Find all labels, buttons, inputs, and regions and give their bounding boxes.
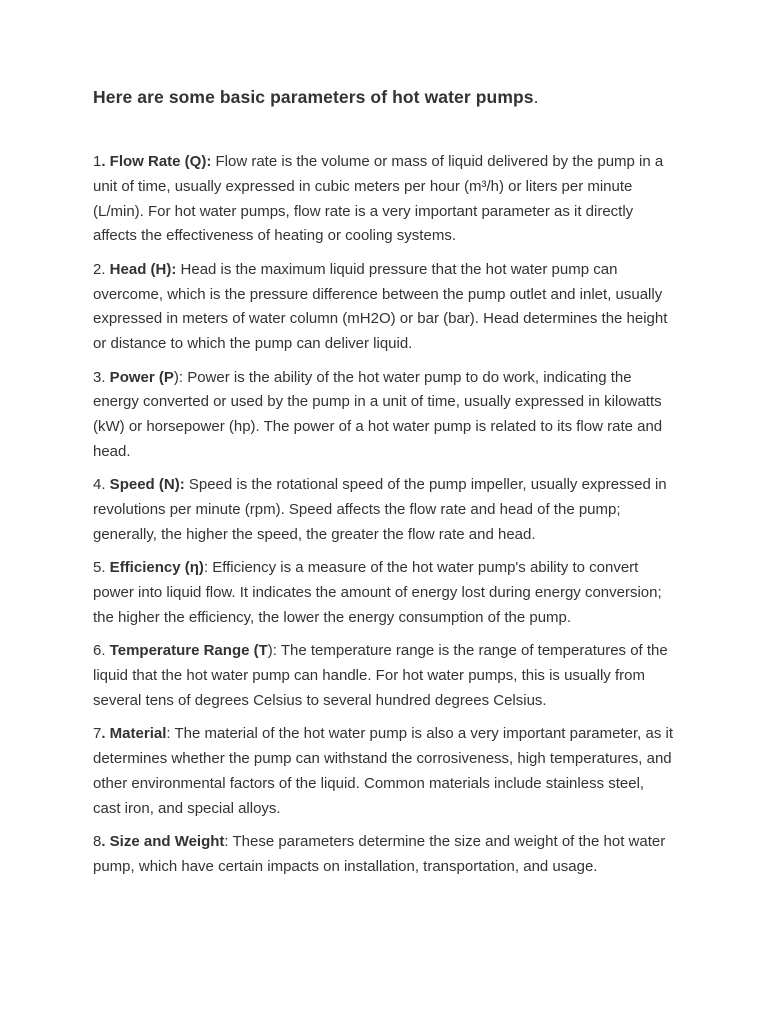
document-page (93, 84, 675, 888)
item-name: . Flow Rate (Q): (101, 153, 212, 170)
item-name: . Material (101, 725, 167, 743)
item-description: : The material of the hot water pump is also a very important parameter, as it determines whether the pump can withstand the corrosiveness, high temperatures, and other environmental factors of the liquid. Common materials include stainless steel, cast iron, and special alloys. (93, 725, 673, 817)
item-name: Power (P (105, 368, 174, 386)
item-number: 2. (93, 260, 106, 278)
parameter-item-flow-rate (93, 150, 675, 249)
item-description: : Efficiency is a measure of the hot water pump's ability to convert power into liquid flow. It indicates the amount of energy lost during energy conversion; the higher the efficiency, the lower the energy consumption of the pump. (93, 559, 662, 626)
parameter-item-efficiency (93, 556, 675, 630)
item-name-suffix: ) (173, 368, 179, 386)
item-description: : The temperature range is the range of temperatures of the liquid that the hot water pump can handle. For hot water pumps, this is usually from several tens of degrees Celsius to several hundred degrees Celsius. (93, 642, 668, 709)
item-description: : These parameters determine the size and weight of the hot water pump, which have certain impacts on installation, transportation, and usage. (93, 833, 666, 875)
item-number: 1 (93, 153, 102, 170)
parameter-item-size-and-weight (93, 830, 675, 880)
item-name: Speed (N): (105, 476, 185, 494)
parameter-item-temperature-range (93, 639, 675, 713)
title-text: Here are some basic parameters of hot water pumps (93, 87, 534, 107)
item-description: Head is the maximum liquid pressure that the hot water pump can overcome, which is the pressure difference between the pump outlet and inlet, usually expressed in meters of water column (mH2O) or bar (bar). Head determines the height or distance to which the pump can deliver liquid. (93, 260, 668, 353)
item-name: . Size and Weight (101, 833, 225, 851)
parameter-item-power (93, 366, 675, 465)
item-description: Flow rate is the volume or mass of liquid delivered by the pump in a unit of time, usually expressed in cubic meters per hour (m³/h) or liters per minute (L/min). For hot water pumps, flow rate is a very important parameter as it directly affects the effectiveness of heating or cooling systems. (93, 153, 664, 245)
title-period: . (533, 87, 539, 107)
parameter-item-material (93, 722, 675, 821)
item-name-suffix: ) (267, 642, 273, 660)
document-title (93, 84, 675, 110)
parameter-list (93, 150, 675, 880)
item-description: Speed is the rotational speed of the pump impeller, usually expressed in revolutions per minute (rpm). Speed affects the flow rate and head of the pump; generally, the higher the speed, the greater the flow rate and head. (93, 476, 667, 543)
item-name: Head (H): (105, 260, 177, 278)
item-description: : Power is the ability of the hot water pump to do work, indicating the energy converted or used by the pump in a unit of time, usually expressed in kilowatts (kW) or horsepower (hp). The power of a hot water pump is related to its flow rate and head. (93, 368, 663, 460)
item-number: 5. (93, 559, 106, 577)
item-number: 4. (93, 476, 106, 494)
item-number: 7 (93, 725, 102, 743)
item-name: Efficiency (η) (105, 559, 204, 577)
item-number: 3. (93, 368, 106, 386)
item-name: Temperature Range (T (105, 642, 268, 660)
parameter-item-head (93, 258, 675, 357)
parameter-item-speed (93, 473, 675, 547)
item-number: 6. (93, 642, 106, 660)
item-number: 8 (93, 833, 102, 851)
